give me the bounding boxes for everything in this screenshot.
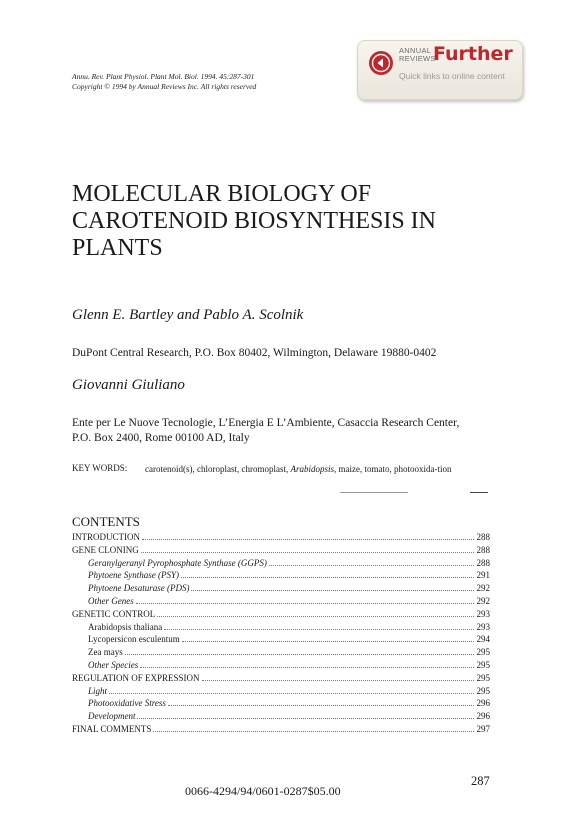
arrow-left-icon[interactable]	[369, 51, 393, 75]
toc-leader-dots	[137, 718, 473, 719]
toc-leader-dots	[125, 654, 474, 655]
toc-entry-page: 295	[476, 672, 490, 683]
toc-entry-page: 288	[476, 557, 490, 568]
toc-leader-dots	[136, 603, 474, 604]
toc-entry-page: 297	[476, 723, 490, 734]
toc-entry-page: 292	[476, 595, 490, 606]
affiliation-2-line-2: P.O. Box 2400, Rome 00100 AD, Italy	[72, 432, 250, 444]
author-list-1: Glenn E. Bartley and Pablo A. Scolnik	[72, 307, 304, 323]
divider-rule	[340, 492, 408, 493]
toc-leader-dots	[140, 667, 473, 668]
toc-entry[interactable]	[72, 697, 490, 710]
toc-entry-label: GENE CLONING	[72, 544, 139, 555]
toc-entry-label: Phytoene Synthase (PSY)	[88, 570, 179, 581]
toc-leader-dots	[153, 731, 473, 732]
title-line-1: MOLECULAR BIOLOGY OF	[72, 181, 372, 207]
journal-citation	[72, 72, 256, 92]
toc-leader-dots	[157, 616, 473, 617]
article-code: 0066-4294/94/0601-0287$05.00	[185, 784, 341, 798]
toc-leader-dots	[269, 565, 474, 566]
toc-entry-label: Other Genes	[88, 595, 134, 606]
toc-entry-page: 291	[476, 570, 490, 581]
affiliation-2	[72, 416, 492, 446]
toc-entry[interactable]	[72, 659, 490, 672]
title-line-3: PLANTS	[72, 235, 163, 261]
toc-leader-dots	[168, 705, 474, 706]
toc-entry-label: Zea mays	[88, 647, 123, 658]
toc-entry-label: Development	[88, 711, 136, 722]
title-line-2: CAROTENOID BIOSYNTHESIS IN	[72, 208, 436, 234]
toc-entry-page: 295	[476, 685, 490, 696]
toc-entry-label: Geranylgeranyl Pyrophosphate Synthase (GGPS)	[88, 557, 267, 568]
toc-entry-page: 288	[476, 532, 490, 542]
citation-line-2: Copyright © 1994 by Annual Reviews Inc. All rights reserved	[72, 82, 257, 91]
toc-leader-dots	[141, 552, 474, 553]
toc-entry[interactable]	[72, 544, 490, 557]
toc-entry-label: REGULATION OF EXPRESSION	[72, 672, 200, 683]
toc-entry-page: 295	[476, 647, 490, 658]
toc-entry[interactable]	[72, 633, 490, 646]
toc-entry-page: 288	[476, 544, 490, 555]
toc-entry-label: Arabidopsis thaliana	[88, 621, 163, 632]
toc-entry[interactable]	[72, 646, 490, 659]
toc-entry[interactable]	[72, 672, 490, 685]
table-of-contents	[72, 531, 490, 736]
toc-entry-page: 295	[476, 659, 490, 670]
author-list-2: Giovanni Giuliano	[72, 377, 185, 393]
badge-further-label[interactable]: Further	[433, 43, 513, 65]
toc-entry[interactable]	[72, 723, 490, 736]
toc-leader-dots	[142, 539, 474, 540]
toc-entry[interactable]	[72, 531, 490, 544]
toc-leader-dots	[202, 680, 474, 681]
toc-entry[interactable]	[72, 595, 490, 608]
toc-leader-dots	[109, 693, 473, 694]
citation-line-1: Annu. Rev. Plant Physiol. Plant Mol. Biol. 1994. 45:287-301	[72, 72, 255, 81]
divider-rule-short	[470, 492, 488, 493]
toc-entry-label: Phytoene Desaturase (PDS)	[88, 583, 190, 594]
toc-entry-page: 296	[476, 698, 490, 709]
toc-entry-page: 293	[476, 621, 490, 632]
toc-entry[interactable]	[72, 685, 490, 698]
badge-publisher-name: ANNUAL REVIEWS	[399, 46, 436, 63]
toc-leader-dots	[164, 629, 473, 630]
keywords-text: carotenoid(s), chloroplast, chromoplast, Arabidopsis, maize, tomato, photooxida-tion	[145, 464, 452, 474]
page-number: 287	[471, 774, 490, 788]
toc-entry-page: 292	[476, 583, 490, 594]
toc-entry[interactable]	[72, 608, 490, 621]
article-title	[72, 181, 492, 262]
affiliation-2-line-1: Ente per Le Nuove Tecnologie, L’Energia E L’Ambiente, Casaccia Research Center,	[72, 417, 460, 429]
toc-entry-label: Photooxidative Stress	[88, 698, 166, 709]
toc-leader-dots	[182, 641, 474, 642]
toc-entry[interactable]	[72, 621, 490, 634]
toc-entry-page: 293	[476, 608, 490, 619]
toc-entry[interactable]	[72, 710, 490, 723]
toc-entry-label: Light	[88, 685, 108, 696]
toc-leader-dots	[191, 590, 473, 591]
keywords-label: KEY WORDS:	[72, 463, 128, 473]
toc-entry[interactable]	[72, 569, 490, 582]
toc-entry-label: FINAL COMMENTS	[72, 723, 152, 734]
toc-entry-label: Lycopersicon esculentum	[88, 634, 180, 645]
toc-entry-label: INTRODUCTION	[72, 532, 140, 542]
toc-entry-page: 296	[476, 711, 490, 722]
affiliation-1: DuPont Central Research, P.O. Box 80402, Wilmington, Delaware 19880-0402	[72, 347, 437, 359]
toc-entry-label: Other Species	[88, 659, 139, 670]
toc-leader-dots	[181, 577, 474, 578]
toc-entry-page: 294	[476, 634, 490, 645]
toc-entry[interactable]	[72, 557, 490, 570]
toc-entry[interactable]	[72, 582, 490, 595]
contents-heading: CONTENTS	[72, 514, 140, 529]
badge-subtitle: Quick links to online content	[399, 71, 505, 81]
toc-entry-label: GENETIC CONTROL	[72, 608, 156, 619]
